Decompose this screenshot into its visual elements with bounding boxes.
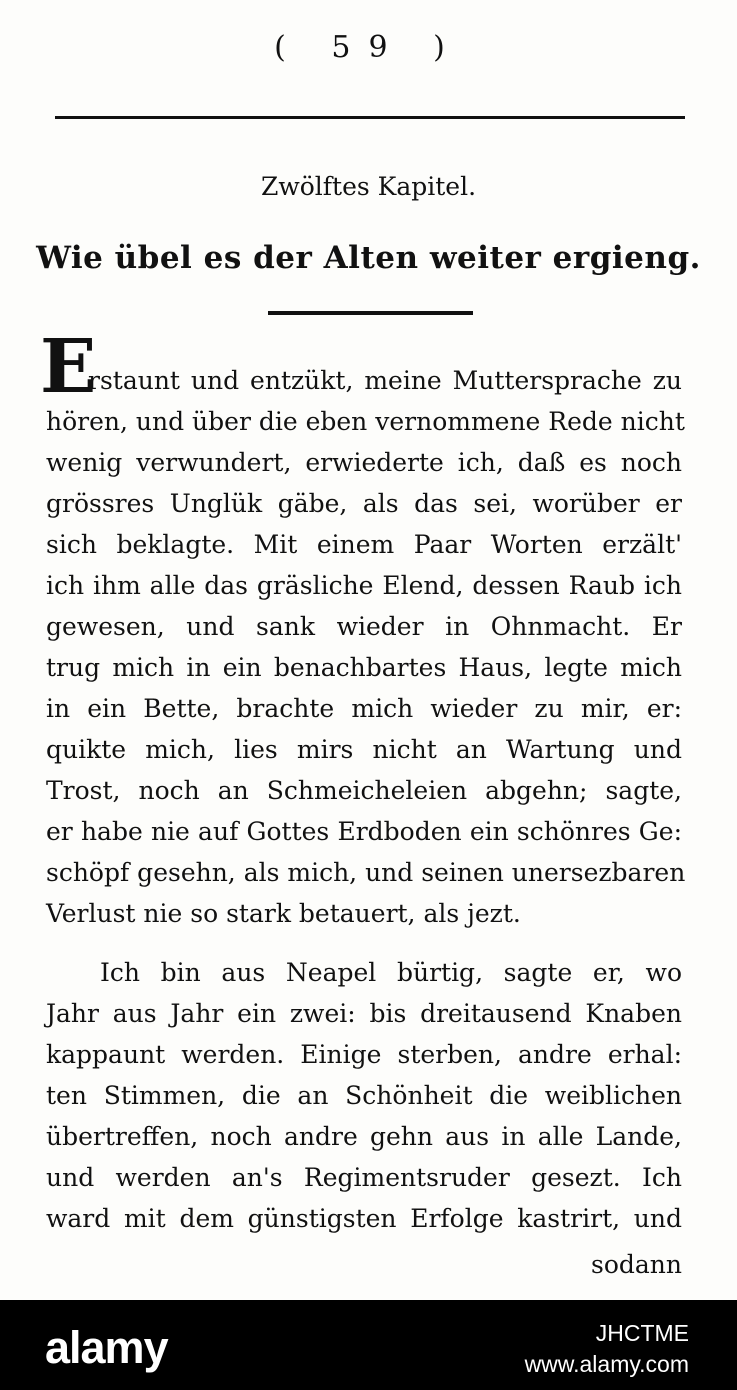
- text-line: hören, und über die eben vernommene Rede nicht: [46, 407, 685, 436]
- text-line: ward mit dem günstigsten Erfolge kastrirt, und: [46, 1204, 682, 1233]
- site-url: www.alamy.com: [524, 1351, 689, 1377]
- text-line: quikte mich, lies mirs nicht an Wartung und: [46, 735, 682, 764]
- image-id: JHCTME: [595, 1320, 689, 1346]
- text-line: kappaunt werden. Einige sterben, andre erhal:: [46, 1040, 682, 1069]
- text-line: Verlust nie so stark betauert, als jezt.: [46, 899, 521, 928]
- text-line: übertreffen, noch andre gehn aus in alle Lande,: [46, 1122, 682, 1151]
- text-line: Ich bin aus Neapel bürtig, sagte er, wo: [100, 958, 682, 987]
- catchword: sodann: [591, 1250, 682, 1279]
- text-line: ich ihm alle das gräsliche Elend, dessen Raub ich: [46, 571, 682, 600]
- text-line: ten Stimmen, die an Schönheit die weiblichen: [46, 1081, 682, 1110]
- text-line: Jahr aus Jahr ein zwei: bis dreitausend Knaben: [46, 999, 682, 1028]
- text-line: er habe nie auf Gottes Erdboden ein schönres Ge:: [46, 817, 682, 846]
- text-line: gewesen, und sank wieder in Ohnmacht. Er: [46, 612, 682, 641]
- brand-logo: alamy: [45, 1322, 168, 1373]
- text-line: sich beklagte. Mit einem Paar Worten erzält': [46, 530, 682, 559]
- text-line: und werden an's Regimentsruder gesezt. Ich: [46, 1163, 682, 1192]
- text-line: schöpf gesehn, als mich, und seinen unersezbaren: [46, 858, 686, 887]
- chapter-title: Wie übel es der Alten weiter ergieng.: [36, 240, 701, 276]
- page-number: ( 59 ): [274, 30, 463, 65]
- text-line: in ein Bette, brachte mich wieder zu mir, er:: [46, 694, 682, 723]
- text-line: grössres Unglük gäbe, als das sei, worüber er: [46, 489, 682, 518]
- chapter-heading: Zwölftes Kapitel.: [260, 172, 477, 201]
- title-rule: [268, 311, 473, 315]
- text-line: rstaunt und entzükt, meine Muttersprache zu: [88, 366, 682, 395]
- watermark-bar: [0, 1300, 737, 1390]
- text-line: trug mich in ein benachbartes Haus, legte mich: [46, 653, 682, 682]
- text-line: wenig verwundert, erwiederte ich, daß es noch: [46, 448, 682, 477]
- header-rule: [55, 116, 685, 119]
- drop-cap: E: [40, 324, 97, 410]
- text-line: Trost, noch an Schmeicheleien abgehn; sagte,: [46, 776, 682, 805]
